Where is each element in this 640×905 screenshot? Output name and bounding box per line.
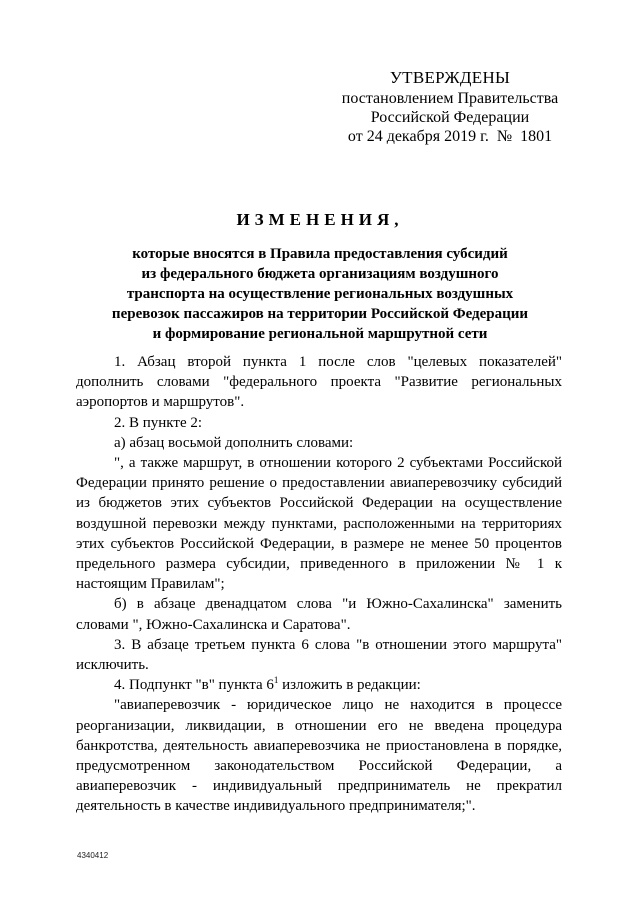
- document-title-block: [80, 210, 560, 344]
- document-subtitle: [80, 244, 560, 344]
- subtitle-line: которые вносятся в Правила предоставления субсидий: [132, 246, 508, 262]
- document-number: 4340412: [77, 851, 109, 860]
- paragraph-4-text: "авиаперевозчик - юридическое лицо не находится в процессе реорганизации, ликвидации, в отношении его не введена процедура банкротства, деятельность авиаперевозчика не приостановлена в порядке, предусмотренном законодательством Российской Федерации, а авиаперевозчик - индивидуальный предприниматель не прекратил деятельность в качестве индивидуального предпринимателя;".: [76, 697, 562, 815]
- paragraph-4-end: изложить в редакции:: [278, 677, 421, 694]
- approval-line-1: постановлением Правительства: [341, 90, 559, 107]
- paragraph-3: 3. В абзаце третьем пункта 6 слова "в отношении этого маршрута" исключить.: [76, 636, 562, 674]
- subtitle-line: перевозок пассажиров на территории Российской Федерации: [111, 306, 529, 322]
- paragraph-2a: а) абзац восьмой дополнить словами:: [114, 434, 354, 451]
- document-body: [76, 352, 562, 817]
- approval-heading: УТВЕРЖДЕНЫ: [389, 68, 511, 87]
- paragraph-2b: б) в абзаце двенадцатом слова "и Южно-Сахалинска" заменить словами ", Южно-Сахалинска и Саратова".: [76, 596, 562, 633]
- paragraph-4: [76, 675, 562, 695]
- subtitle-line: из федерального бюджета организациям воздушного: [141, 266, 499, 282]
- paragraph-2: 2. В пункте 2:: [114, 414, 203, 431]
- paragraph-1: 1. Абзац второй пункта 1 после слов "целевых показателей" дополнить словами "федерального проекта "Развитие региональных аэропортов и маршрутов".: [76, 354, 562, 411]
- approval-line-3: от 24 декабря 2019 г. № 1801: [347, 128, 553, 145]
- approval-line-2: Российской Федерации: [370, 109, 530, 126]
- paragraph-4-superscript: 1: [273, 675, 279, 686]
- paragraph-4-start: 4. Подпункт "в" пункта 6: [114, 677, 274, 694]
- subtitle-line: и формирование региональной маршрутной сети: [152, 326, 488, 342]
- document-title: ИЗМЕНЕНИЯ,: [236, 210, 404, 229]
- approval-stamp: [320, 68, 580, 146]
- subtitle-line: транспорта на осуществление региональных воздушных: [126, 286, 514, 302]
- paragraph-2a-text: ", а также маршрут, в отношении которого 2 субъектами Российской Федерации принято решение о предоставлении авиаперевозчику субсидий из бюджетов этих субъектов Российской Федерации на осуществление воздушной перевозки между пунктами, расположенными на территориях этих субъектов Российской Федерации, в размере не менее 50 процентов предельного размера субсидии, приведенного в приложении № 1 к настоящим Правилам";: [76, 455, 562, 593]
